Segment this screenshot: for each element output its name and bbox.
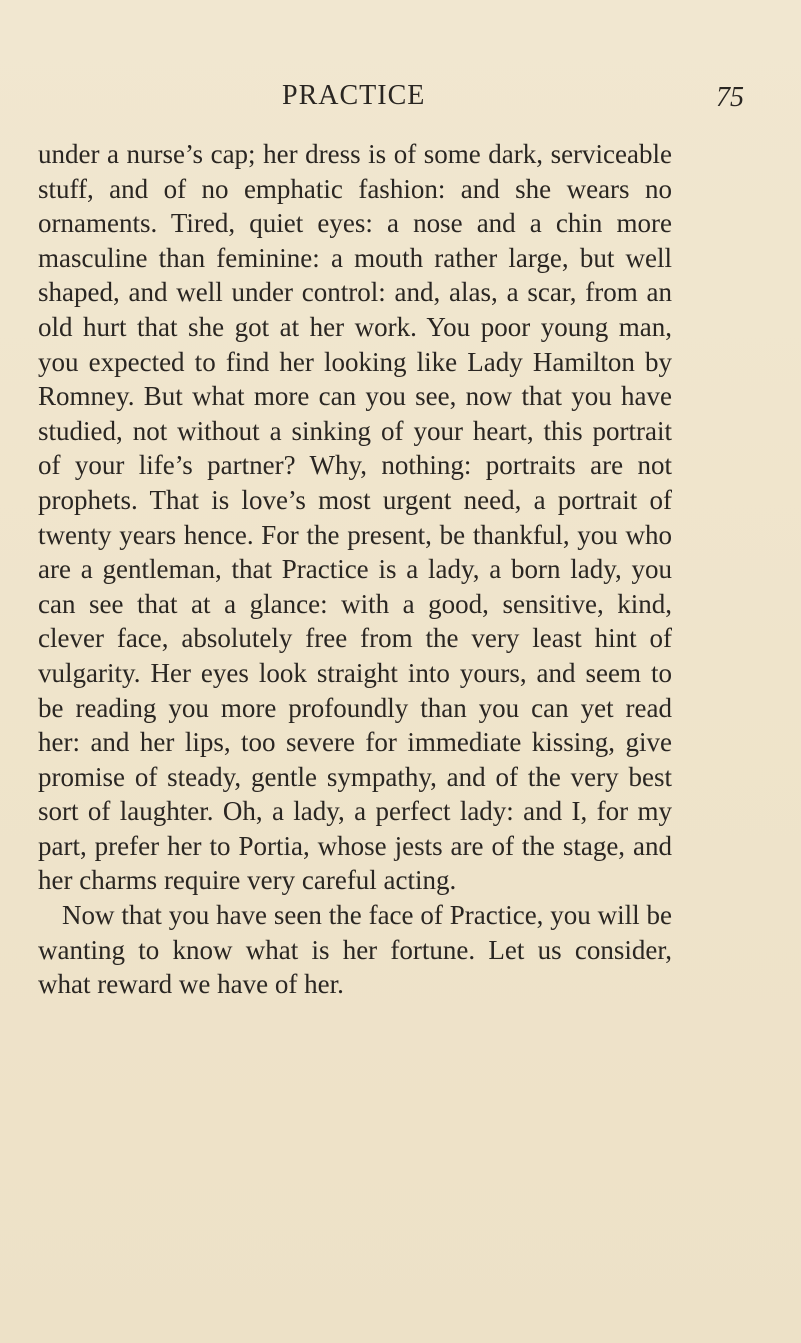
paragraph-1: under a nurse’s cap; her dress is of some dark, serviceable stuff, and of no emphatic fashion: and she wears no ornaments. Tired, quiet eyes: a nose and a chin more masculine than feminine: a mouth rather large, but well shaped, and well under control: and, alas, a scar, from an old hurt that she got at her work. You poor young man, you expected to find her looking like Lady Hamilton by Romney. But what more can you see, now that you have studied, not without a sinking of your heart, this portrait of your life’s partner? Why, nothing: portraits are not prophets. That is love’s most urgent need, a portrait of twenty years hence. For the present, be thankful, you who are a gentleman, that Practice is a lady, a born lady, you can see that at a glance: with a good, sensitive, kind, clever face, absolutely free from the very least hint of vulgarity. Her eyes look straight into yours, and seem to be reading you more profoundly than you can yet read her: and her lips, too severe for immediate kissing, give promise of steady, gentle sympathy, and of the very best sort of laughter. Oh, a lady, a perfect lady: and I, for my part, prefer her to Portia, whose jests are of the stage, and her charms require very careful acting. xyxy=(38,139,672,896)
body-text xyxy=(38,137,672,1002)
running-title: PRACTICE xyxy=(282,80,426,111)
page-number: 75 xyxy=(716,82,744,113)
page-header xyxy=(0,80,801,120)
paragraph-2: Now that you have seen the face of Practice, you will be wanting to know what is her fortune. Let us consider, what reward we have of her. xyxy=(38,900,672,1000)
